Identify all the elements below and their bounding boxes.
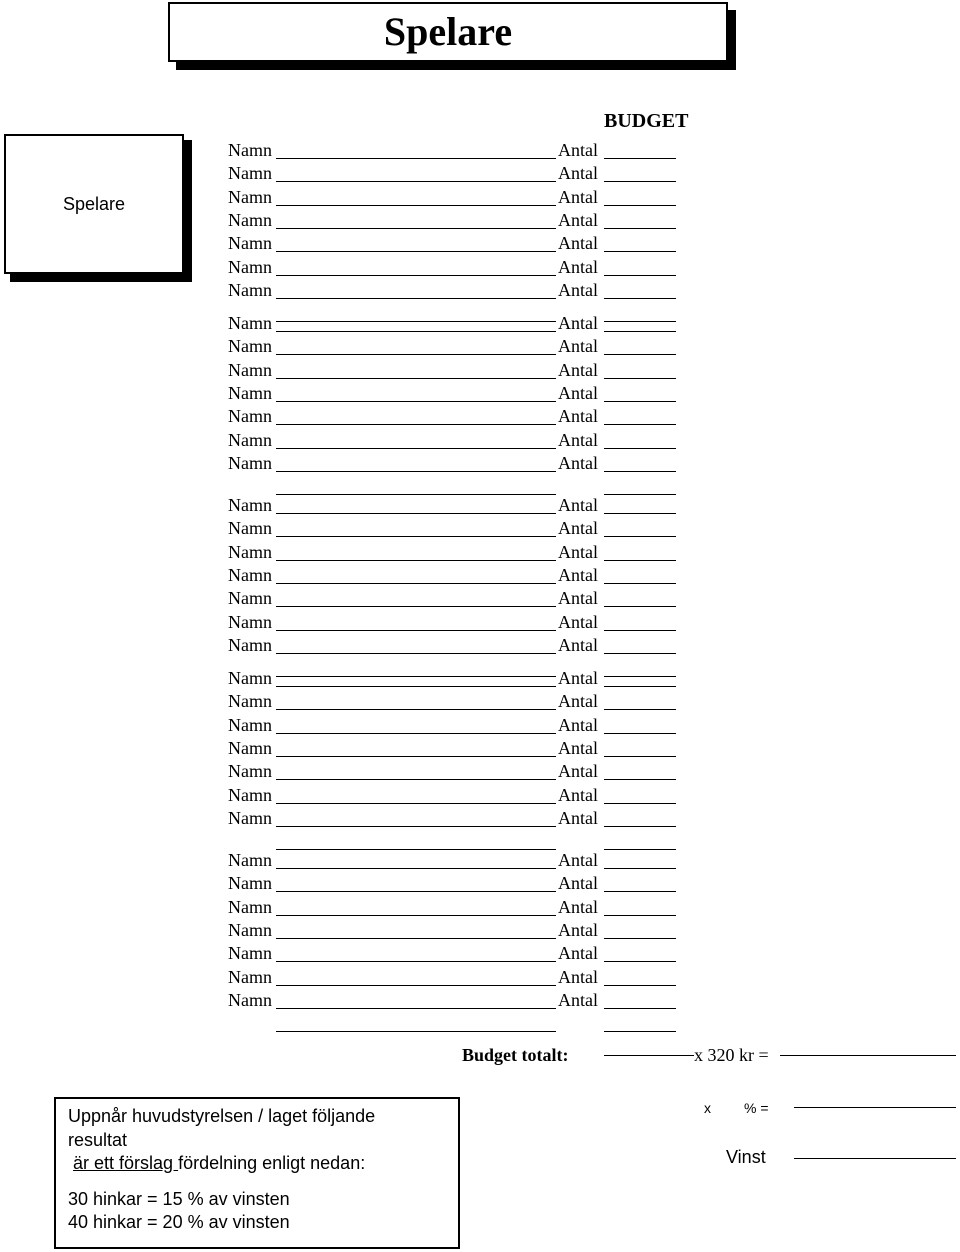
name-label: Namn — [228, 691, 272, 712]
info-line-3-rest: fördelning enligt nedan: — [178, 1153, 366, 1173]
budget-total-label: Budget totalt: — [462, 1045, 569, 1065]
page-title: Spelare — [383, 9, 513, 54]
name-label: Namn — [228, 163, 272, 184]
name-label: Namn — [228, 518, 272, 539]
name-label: Namn — [228, 611, 272, 632]
name-field[interactable] — [276, 228, 556, 229]
name-label: Namn — [228, 807, 272, 828]
name-field[interactable] — [276, 560, 556, 561]
name-label: Namn — [228, 714, 272, 735]
name-field[interactable] — [276, 938, 556, 939]
count-label: Antal — [558, 233, 598, 254]
name-field[interactable] — [276, 378, 556, 379]
count-label: Antal — [558, 634, 598, 655]
count-label: Antal — [558, 737, 598, 758]
count-field[interactable] — [604, 298, 676, 299]
count-field[interactable] — [604, 560, 676, 561]
name-field-extra[interactable] — [276, 1031, 556, 1032]
count-field[interactable] — [604, 606, 676, 607]
count-field[interactable] — [604, 448, 676, 449]
side-box-label: Spelare — [62, 193, 126, 214]
count-field[interactable] — [604, 686, 676, 687]
count-label: Antal — [558, 919, 598, 940]
info-line-3 — [68, 1152, 458, 1176]
count-label: Antal — [558, 163, 598, 184]
count-field[interactable] — [604, 275, 676, 276]
calc-percent-field[interactable] — [794, 1107, 956, 1108]
count-label: Antal — [558, 313, 598, 333]
name-label: Namn — [228, 495, 272, 515]
count-field[interactable] — [604, 1008, 676, 1009]
count-field[interactable] — [604, 536, 676, 537]
count-field[interactable] — [604, 709, 676, 710]
count-label: Antal — [558, 611, 598, 632]
count-label: Antal — [558, 943, 598, 964]
name-field[interactable] — [276, 961, 556, 962]
count-label: Antal — [558, 850, 598, 870]
count-field[interactable] — [604, 513, 676, 514]
name-field[interactable] — [276, 401, 556, 402]
name-label: Namn — [228, 873, 272, 894]
name-field[interactable] — [276, 424, 556, 425]
name-label: Namn — [228, 850, 272, 870]
name-label: Namn — [228, 588, 272, 609]
count-field[interactable] — [604, 471, 676, 472]
count-label: Antal — [558, 382, 598, 403]
name-label: Namn — [228, 668, 272, 688]
count-field-extra[interactable] — [604, 1031, 676, 1032]
count-label: Antal — [558, 761, 598, 782]
count-label: Antal — [558, 495, 598, 515]
count-field[interactable] — [604, 803, 676, 804]
name-field[interactable] — [276, 448, 556, 449]
name-field[interactable] — [276, 513, 556, 514]
name-label: Namn — [228, 406, 272, 427]
name-field[interactable] — [276, 354, 556, 355]
name-label: Namn — [228, 634, 272, 655]
count-label: Antal — [558, 784, 598, 805]
count-field[interactable] — [604, 630, 676, 631]
name-field[interactable] — [276, 803, 556, 804]
count-label: Antal — [558, 989, 598, 1010]
count-field[interactable] — [604, 733, 676, 734]
name-field[interactable] — [276, 205, 556, 206]
info-line-1: Uppnår huvudstyrelsen / laget följande — [68, 1106, 376, 1126]
name-label: Namn — [228, 336, 272, 357]
count-field[interactable] — [604, 583, 676, 584]
count-field[interactable] — [604, 331, 676, 332]
info-line-3-underlined: är ett förslag — [73, 1153, 179, 1173]
name-label: Namn — [228, 382, 272, 403]
count-field[interactable] — [604, 378, 676, 379]
name-field[interactable] — [276, 915, 556, 916]
name-field[interactable] — [276, 583, 556, 584]
name-label: Namn — [228, 429, 272, 450]
count-field[interactable] — [604, 181, 676, 182]
count-field-extra[interactable] — [604, 321, 676, 322]
budget-heading: BUDGET — [604, 110, 689, 132]
name-field[interactable] — [276, 826, 556, 827]
name-field[interactable] — [276, 653, 556, 654]
name-field[interactable] — [276, 985, 556, 986]
count-label: Antal — [558, 256, 598, 277]
name-field[interactable] — [276, 606, 556, 607]
count-label: Antal — [558, 966, 598, 987]
name-label: Namn — [228, 209, 272, 230]
count-field[interactable] — [604, 891, 676, 892]
info-line-2: resultat — [68, 1129, 128, 1150]
name-field[interactable] — [276, 630, 556, 631]
count-label: Antal — [558, 279, 598, 300]
name-field[interactable] — [276, 471, 556, 472]
name-label: Namn — [228, 140, 272, 160]
count-field[interactable] — [604, 915, 676, 916]
name-label: Namn — [228, 896, 272, 917]
count-field[interactable] — [604, 424, 676, 425]
name-field[interactable] — [276, 779, 556, 780]
side-box — [4, 134, 184, 274]
count-field[interactable] — [604, 251, 676, 252]
name-label: Namn — [228, 966, 272, 987]
count-label: Antal — [558, 336, 598, 357]
name-label: Namn — [228, 359, 272, 380]
count-label: Antal — [558, 807, 598, 828]
name-field-extra[interactable] — [276, 321, 556, 322]
name-label: Namn — [228, 279, 272, 300]
name-field[interactable] — [276, 536, 556, 537]
name-label: Namn — [228, 784, 272, 805]
name-label: Namn — [228, 313, 272, 333]
calc-percent-label: % = — [744, 1100, 769, 1116]
name-field[interactable] — [276, 331, 556, 332]
budget-sum-field[interactable] — [780, 1055, 956, 1056]
count-label: Antal — [558, 873, 598, 894]
count-field[interactable] — [604, 868, 676, 869]
name-label: Namn — [228, 761, 272, 782]
count-label: Antal — [558, 186, 598, 207]
name-label: Namn — [228, 233, 272, 254]
count-field-extra[interactable] — [604, 494, 676, 495]
vinst-label: Vinst — [726, 1147, 766, 1167]
count-label: Antal — [558, 359, 598, 380]
name-label: Namn — [228, 186, 272, 207]
name-label: Namn — [228, 452, 272, 473]
count-field-extra[interactable] — [604, 849, 676, 850]
name-field-extra[interactable] — [276, 494, 556, 495]
name-label: Namn — [228, 541, 272, 562]
count-field[interactable] — [604, 205, 676, 206]
name-field[interactable] — [276, 298, 556, 299]
count-field[interactable] — [604, 158, 676, 159]
count-label: Antal — [558, 429, 598, 450]
title-box — [168, 2, 728, 62]
count-label: Antal — [558, 896, 598, 917]
name-field[interactable] — [276, 891, 556, 892]
count-field[interactable] — [604, 354, 676, 355]
name-field-extra[interactable] — [276, 676, 556, 677]
name-field[interactable] — [276, 756, 556, 757]
name-field[interactable] — [276, 868, 556, 869]
name-field[interactable] — [276, 251, 556, 252]
count-label: Antal — [558, 714, 598, 735]
count-label: Antal — [558, 691, 598, 712]
count-label: Antal — [558, 406, 598, 427]
vinst-field[interactable] — [794, 1158, 956, 1159]
count-label: Antal — [558, 564, 598, 585]
count-field[interactable] — [604, 401, 676, 402]
name-field[interactable] — [276, 1008, 556, 1009]
name-field[interactable] — [276, 158, 556, 159]
count-field[interactable] — [604, 228, 676, 229]
name-field[interactable] — [276, 709, 556, 710]
count-field[interactable] — [604, 985, 676, 986]
count-label: Antal — [558, 209, 598, 230]
count-field[interactable] — [604, 653, 676, 654]
count-field[interactable] — [604, 961, 676, 962]
count-label: Antal — [558, 140, 598, 160]
info-rule-1: 30 hinkar = 15 % av vinsten — [68, 1188, 290, 1209]
name-field[interactable] — [276, 275, 556, 276]
count-field[interactable] — [604, 779, 676, 780]
count-field[interactable] — [604, 826, 676, 827]
count-label: Antal — [558, 518, 598, 539]
name-label: Namn — [228, 564, 272, 585]
budget-rate-label: x 320 kr = — [694, 1045, 769, 1065]
count-label: Antal — [558, 452, 598, 473]
name-field-extra[interactable] — [276, 849, 556, 850]
name-label: Namn — [228, 943, 272, 964]
info-box — [54, 1097, 460, 1249]
info-rule-2: 40 hinkar = 20 % av vinsten — [68, 1212, 290, 1232]
count-field[interactable] — [604, 938, 676, 939]
name-field[interactable] — [276, 686, 556, 687]
count-field-extra[interactable] — [604, 676, 676, 677]
count-label: Antal — [558, 668, 598, 688]
calc-x-label: x — [704, 1100, 711, 1116]
name-label: Namn — [228, 919, 272, 940]
count-field[interactable] — [604, 756, 676, 757]
count-label: Antal — [558, 541, 598, 562]
name-label: Namn — [228, 256, 272, 277]
name-label: Namn — [228, 737, 272, 758]
budget-total-field[interactable] — [604, 1055, 694, 1056]
count-label: Antal — [558, 588, 598, 609]
name-label: Namn — [228, 989, 272, 1010]
name-field[interactable] — [276, 733, 556, 734]
name-field[interactable] — [276, 181, 556, 182]
